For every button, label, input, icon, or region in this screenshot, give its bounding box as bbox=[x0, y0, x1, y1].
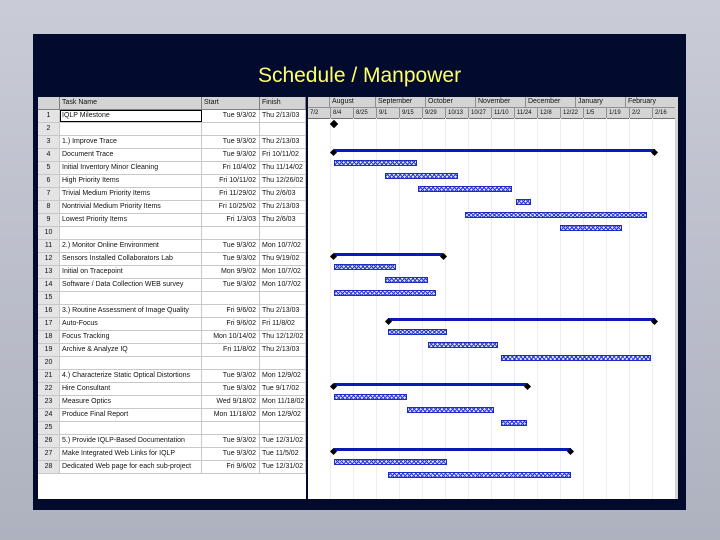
task-name-cell[interactable]: Nontrivial Medium Priority Items bbox=[60, 201, 202, 213]
task-row[interactable] bbox=[38, 110, 306, 123]
start-date-cell[interactable] bbox=[202, 422, 260, 434]
timeline-month: December bbox=[526, 97, 576, 107]
timeline-gridline bbox=[491, 118, 492, 499]
finish-date-cell[interactable]: Thu 11/14/02 bbox=[260, 162, 306, 174]
timeline-gridline bbox=[353, 118, 354, 499]
row-number[interactable]: 28 bbox=[38, 461, 60, 473]
finish-date-cell[interactable]: Mon 10/7/02 bbox=[260, 240, 306, 252]
task-name-cell[interactable]: Measure Optics bbox=[60, 396, 202, 408]
start-date-cell[interactable]: Tue 9/3/02 bbox=[202, 435, 260, 447]
task-name-cell[interactable] bbox=[60, 292, 202, 304]
task-row[interactable] bbox=[38, 383, 306, 396]
finish-date-cell[interactable]: Thu 2/6/03 bbox=[260, 214, 306, 226]
row-number[interactable]: 3 bbox=[38, 136, 60, 148]
task-name-cell[interactable]: IQLP Milestone bbox=[60, 110, 202, 122]
task-row[interactable] bbox=[38, 123, 306, 136]
task-bar[interactable] bbox=[385, 173, 458, 179]
timeline-week: 11/24 bbox=[515, 108, 538, 118]
row-number[interactable]: 23 bbox=[38, 396, 60, 408]
start-date-cell[interactable]: Tue 9/3/02 bbox=[202, 448, 260, 460]
task-name-cell[interactable]: Archive & Analyze IQ bbox=[60, 344, 202, 356]
finish-date-cell[interactable]: Thu 12/12/02 bbox=[260, 331, 306, 343]
row-number[interactable]: 26 bbox=[38, 435, 60, 447]
timeline-month: September bbox=[376, 97, 426, 107]
task-row[interactable] bbox=[38, 396, 306, 409]
task-bar[interactable] bbox=[407, 407, 495, 413]
task-bar[interactable] bbox=[334, 290, 436, 296]
start-date-cell[interactable] bbox=[202, 227, 260, 239]
task-row[interactable] bbox=[38, 448, 306, 461]
timeline-month: January bbox=[576, 97, 626, 107]
row-number[interactable]: 19 bbox=[38, 344, 60, 356]
task-name-cell[interactable]: Auto-Focus bbox=[60, 318, 202, 330]
summary-bar[interactable] bbox=[334, 253, 444, 256]
row-number[interactable]: 16 bbox=[38, 305, 60, 317]
task-name-cell[interactable]: Focus Tracking bbox=[60, 331, 202, 343]
task-row[interactable] bbox=[38, 162, 306, 175]
summary-end-marker bbox=[523, 383, 530, 390]
timeline-month: October bbox=[426, 97, 476, 107]
timeline-month-spacer bbox=[308, 97, 330, 107]
finish-date-cell[interactable]: Thu 2/13/03 bbox=[260, 305, 306, 317]
task-row[interactable] bbox=[38, 136, 306, 149]
timeline-gridline bbox=[537, 118, 538, 499]
finish-date-cell[interactable]: Mon 12/9/02 bbox=[260, 370, 306, 382]
start-date-cell[interactable]: Tue 9/3/02 bbox=[202, 136, 260, 148]
finish-date-cell[interactable]: Mon 12/9/02 bbox=[260, 409, 306, 421]
finish-date-cell[interactable] bbox=[260, 123, 306, 135]
start-date-cell[interactable]: Tue 9/3/02 bbox=[202, 110, 260, 122]
finish-date-cell[interactable]: Thu 2/13/03 bbox=[260, 136, 306, 148]
task-name-cell[interactable]: Produce Final Report bbox=[60, 409, 202, 421]
finish-date-cell[interactable]: Mon 10/7/02 bbox=[260, 279, 306, 291]
row-number[interactable]: 18 bbox=[38, 331, 60, 343]
start-date-cell[interactable]: Fri 1/3/03 bbox=[202, 214, 260, 226]
finish-date-cell[interactable] bbox=[260, 422, 306, 434]
timeline-weeks bbox=[308, 108, 678, 119]
timeline-week: 2/16 bbox=[653, 108, 676, 118]
task-row[interactable] bbox=[38, 435, 306, 448]
start-date-cell[interactable] bbox=[202, 123, 260, 135]
summary-bar[interactable] bbox=[334, 448, 571, 451]
task-name-cell[interactable]: 4.) Characterize Static Optical Distortions bbox=[60, 370, 202, 382]
start-date-cell[interactable]: Fri 9/6/02 bbox=[202, 318, 260, 330]
start-date-cell[interactable]: Fri 10/25/02 bbox=[202, 201, 260, 213]
timeline-gridline bbox=[583, 118, 584, 499]
finish-date-cell[interactable]: Thu 9/19/02 bbox=[260, 253, 306, 265]
task-row[interactable] bbox=[38, 409, 306, 422]
finish-date-cell[interactable]: Thu 2/13/03 bbox=[260, 110, 306, 122]
task-row[interactable] bbox=[38, 227, 306, 240]
timeline-gridline bbox=[376, 118, 377, 499]
task-name-cell[interactable]: Hire Consultant bbox=[60, 383, 202, 395]
start-date-cell[interactable]: Tue 9/3/02 bbox=[202, 383, 260, 395]
task-row[interactable] bbox=[38, 240, 306, 253]
task-bar[interactable] bbox=[385, 277, 429, 283]
timeline-week: 9/15 bbox=[400, 108, 423, 118]
task-name-cell[interactable]: Lowest Priority Items bbox=[60, 214, 202, 226]
finish-date-cell[interactable]: Fri 10/11/02 bbox=[260, 149, 306, 161]
row-number[interactable]: 15 bbox=[38, 292, 60, 304]
row-number[interactable]: 12 bbox=[38, 253, 60, 265]
row-number[interactable]: 5 bbox=[38, 162, 60, 174]
task-row[interactable] bbox=[38, 422, 306, 435]
finish-date-cell[interactable]: Tue 9/17/02 bbox=[260, 383, 306, 395]
task-bar[interactable] bbox=[501, 355, 651, 361]
timeline-week: 11/10 bbox=[492, 108, 515, 118]
finish-date-cell[interactable]: Tue 12/31/02 bbox=[260, 461, 306, 473]
summary-bar[interactable] bbox=[334, 149, 655, 152]
task-bar[interactable] bbox=[560, 225, 622, 231]
task-bar[interactable] bbox=[334, 459, 447, 465]
timeline-week: 12/8 bbox=[538, 108, 561, 118]
start-date-cell[interactable]: Fri 11/8/02 bbox=[202, 344, 260, 356]
finish-date-cell[interactable] bbox=[260, 357, 306, 369]
timeline-gridline bbox=[514, 118, 515, 499]
start-date-cell[interactable]: Fri 10/4/02 bbox=[202, 162, 260, 174]
task-name-cell[interactable]: 2.) Monitor Online Environment bbox=[60, 240, 202, 252]
task-bar[interactable] bbox=[334, 160, 418, 166]
row-number[interactable]: 25 bbox=[38, 422, 60, 434]
task-name-cell[interactable]: Make Integrated Web Links for IQLP bbox=[60, 448, 202, 460]
start-date-cell[interactable]: Fri 9/6/02 bbox=[202, 461, 260, 473]
row-number[interactable]: 14 bbox=[38, 279, 60, 291]
timeline-week: 9/29 bbox=[423, 108, 446, 118]
row-number[interactable]: 10 bbox=[38, 227, 60, 239]
summary-bar[interactable] bbox=[334, 383, 527, 386]
task-name-cell[interactable]: Initial Inventory Minor Cleaning bbox=[60, 162, 202, 174]
task-row[interactable] bbox=[38, 201, 306, 214]
task-row[interactable] bbox=[38, 266, 306, 279]
row-number[interactable]: 13 bbox=[38, 266, 60, 278]
row-number[interactable]: 7 bbox=[38, 188, 60, 200]
row-number[interactable]: 17 bbox=[38, 318, 60, 330]
start-column-header[interactable]: Start bbox=[202, 97, 260, 109]
timeline-week: 2/2 bbox=[630, 108, 653, 118]
task-name-cell[interactable] bbox=[60, 123, 202, 135]
timeline-gridline bbox=[652, 118, 653, 499]
timeline-gridline bbox=[468, 118, 469, 499]
task-bar[interactable] bbox=[334, 394, 407, 400]
timeline-gridline bbox=[560, 118, 561, 499]
task-row[interactable] bbox=[38, 279, 306, 292]
finish-date-cell[interactable] bbox=[260, 227, 306, 239]
row-number[interactable]: 2 bbox=[38, 123, 60, 135]
timeline-week: 1/19 bbox=[607, 108, 630, 118]
task-row[interactable] bbox=[38, 253, 306, 266]
task-bar[interactable] bbox=[428, 342, 497, 348]
task-table-header bbox=[38, 97, 306, 110]
row-number[interactable]: 1 bbox=[38, 110, 60, 122]
finish-date-cell[interactable]: Tue 12/31/02 bbox=[260, 435, 306, 447]
timeline-week: 9/1 bbox=[377, 108, 400, 118]
finish-date-cell[interactable]: Fri 11/8/02 bbox=[260, 318, 306, 330]
start-date-cell[interactable] bbox=[202, 357, 260, 369]
start-date-cell[interactable]: Fri 11/29/02 bbox=[202, 188, 260, 200]
gantt-chart bbox=[308, 97, 678, 499]
slide-title: Schedule / Manpower bbox=[257, 64, 462, 87]
task-name-cell[interactable]: 1.) Improve Trace bbox=[60, 136, 202, 148]
task-name-cell[interactable]: Dedicated Web page for each sub-project bbox=[60, 461, 202, 473]
task-row[interactable] bbox=[38, 292, 306, 305]
start-date-cell[interactable]: Tue 9/3/02 bbox=[202, 253, 260, 265]
task-name-cell[interactable]: Software / Data Collection WEB survey bbox=[60, 279, 202, 291]
timeline-week: 8/25 bbox=[354, 108, 377, 118]
id-column-header[interactable] bbox=[38, 97, 60, 109]
task-name-cell[interactable]: Trivial Medium Priority Items bbox=[60, 188, 202, 200]
finish-date-cell[interactable]: Mon 11/18/02 bbox=[260, 396, 306, 408]
row-number[interactable]: 24 bbox=[38, 409, 60, 421]
task-row[interactable] bbox=[38, 214, 306, 227]
start-date-cell[interactable]: Mon 10/14/02 bbox=[202, 331, 260, 343]
row-number[interactable]: 20 bbox=[38, 357, 60, 369]
start-date-cell[interactable]: Fri 9/6/02 bbox=[202, 305, 260, 317]
finish-date-cell[interactable]: Mon 10/7/02 bbox=[260, 266, 306, 278]
row-number[interactable]: 6 bbox=[38, 175, 60, 187]
row-number[interactable]: 11 bbox=[38, 240, 60, 252]
task-row[interactable] bbox=[38, 318, 306, 331]
timeline-week: 12/22 bbox=[561, 108, 584, 118]
task-bar[interactable] bbox=[388, 329, 446, 335]
row-number[interactable]: 8 bbox=[38, 201, 60, 213]
timeline-gridline bbox=[606, 118, 607, 499]
task-row[interactable] bbox=[38, 461, 306, 474]
finish-date-cell[interactable]: Tue 11/5/02 bbox=[260, 448, 306, 460]
task-bar[interactable] bbox=[465, 212, 648, 218]
finish-date-cell[interactable] bbox=[260, 292, 306, 304]
task-name-cell[interactable]: Sensors Installed Collaborators Lab bbox=[60, 253, 202, 265]
timeline-week: 8/4 bbox=[331, 108, 354, 118]
task-bar[interactable] bbox=[418, 186, 513, 192]
row-number[interactable]: 21 bbox=[38, 370, 60, 382]
timeline-month: August bbox=[330, 97, 376, 107]
timeline-months bbox=[308, 97, 678, 108]
task-bar[interactable] bbox=[501, 420, 527, 426]
row-number[interactable]: 27 bbox=[38, 448, 60, 460]
task-name-cell[interactable] bbox=[60, 422, 202, 434]
start-date-cell[interactable]: Tue 9/3/02 bbox=[202, 279, 260, 291]
task-row[interactable] bbox=[38, 331, 306, 344]
task-row[interactable] bbox=[38, 149, 306, 162]
task-name-cell[interactable]: 3.) Routine Assessment of Image Quality bbox=[60, 305, 202, 317]
finish-column-header[interactable]: Finish bbox=[260, 97, 306, 109]
task-name-cell[interactable] bbox=[60, 227, 202, 239]
finish-date-cell[interactable]: Thu 2/13/03 bbox=[260, 344, 306, 356]
task-row[interactable] bbox=[38, 370, 306, 383]
timeline-week: 1/5 bbox=[584, 108, 607, 118]
task-row[interactable] bbox=[38, 357, 306, 370]
start-date-cell[interactable]: Fri 10/11/02 bbox=[202, 175, 260, 187]
start-date-cell[interactable] bbox=[202, 292, 260, 304]
task-table bbox=[38, 97, 306, 499]
start-date-cell[interactable]: Tue 9/3/02 bbox=[202, 149, 260, 161]
timeline-week: 7/2 bbox=[308, 108, 331, 118]
start-date-cell[interactable]: Wed 9/18/02 bbox=[202, 396, 260, 408]
task-row[interactable] bbox=[38, 175, 306, 188]
start-date-cell[interactable]: Mon 11/18/02 bbox=[202, 409, 260, 421]
task-row[interactable] bbox=[38, 344, 306, 357]
start-date-cell[interactable]: Mon 9/9/02 bbox=[202, 266, 260, 278]
timeline-gridline bbox=[330, 118, 331, 499]
vertical-scrollbar[interactable] bbox=[675, 97, 678, 499]
task-name-cell[interactable]: Document Trace bbox=[60, 149, 202, 161]
task-name-column-header[interactable]: Task Name bbox=[60, 97, 202, 109]
task-bar[interactable] bbox=[388, 472, 571, 478]
timeline-month: February bbox=[626, 97, 678, 107]
row-number[interactable]: 22 bbox=[38, 383, 60, 395]
summary-end-marker bbox=[567, 448, 574, 455]
start-date-cell[interactable]: Tue 9/3/02 bbox=[202, 240, 260, 252]
task-row[interactable] bbox=[38, 305, 306, 318]
task-name-cell[interactable]: 5.) Provide IQLP-Based Documentation bbox=[60, 435, 202, 447]
row-number[interactable]: 4 bbox=[38, 149, 60, 161]
timeline-week: 10/13 bbox=[446, 108, 469, 118]
timeline-week: 10/27 bbox=[469, 108, 492, 118]
row-number[interactable]: 9 bbox=[38, 214, 60, 226]
start-date-cell[interactable]: Tue 9/3/02 bbox=[202, 370, 260, 382]
task-bar[interactable] bbox=[334, 264, 396, 270]
task-name-cell[interactable]: Initial on Tracepoint bbox=[60, 266, 202, 278]
finish-date-cell[interactable]: Thu 2/13/03 bbox=[260, 201, 306, 213]
timeline-gridline bbox=[629, 118, 630, 499]
finish-date-cell[interactable]: Thu 12/26/02 bbox=[260, 175, 306, 187]
task-row[interactable] bbox=[38, 188, 306, 201]
timeline-month: November bbox=[476, 97, 526, 107]
finish-date-cell[interactable]: Thu 2/6/03 bbox=[260, 188, 306, 200]
task-bar[interactable] bbox=[516, 199, 531, 205]
task-name-cell[interactable]: High Priority Items bbox=[60, 175, 202, 187]
task-name-cell[interactable] bbox=[60, 357, 202, 369]
summary-bar[interactable] bbox=[388, 318, 654, 321]
